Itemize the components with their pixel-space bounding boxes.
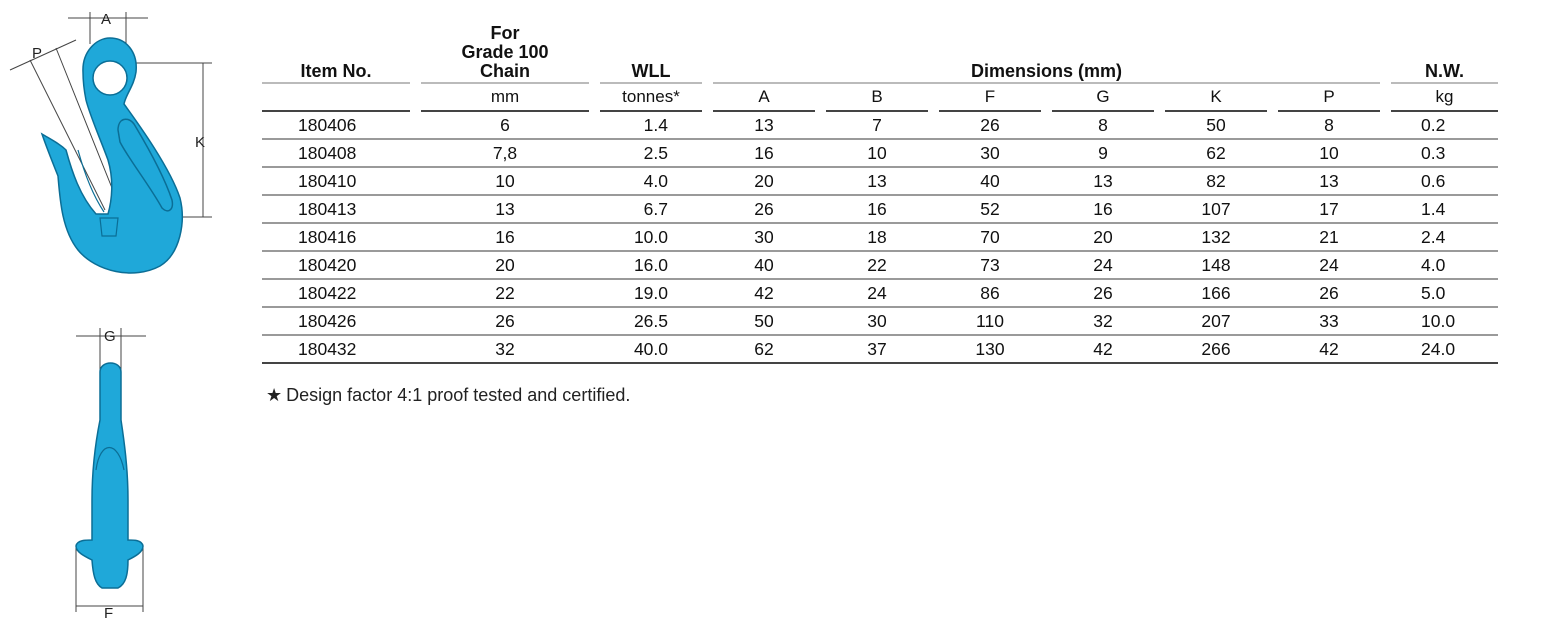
cell-item: 180406	[262, 112, 410, 140]
cell-a: 13	[713, 112, 815, 140]
cell-nw: 1.4	[1391, 196, 1498, 224]
cell-wll: 19.0	[600, 280, 702, 308]
cell-item: 180410	[262, 168, 410, 196]
unit-k: K	[1165, 84, 1267, 112]
cell-item: 180408	[262, 140, 410, 168]
cell-b: 16	[826, 196, 928, 224]
footnote	[266, 385, 630, 406]
dim-label-k: K	[195, 134, 206, 151]
unit-g: G	[1052, 84, 1154, 112]
cell-b: 22	[826, 252, 928, 280]
unit-a: A	[713, 84, 815, 112]
header-row	[262, 8, 1498, 84]
cell-f: 110	[939, 308, 1041, 336]
hook-front-view	[76, 328, 146, 622]
cell-g: 42	[1052, 336, 1154, 364]
cell-item: 180426	[262, 308, 410, 336]
cell-f: 26	[939, 112, 1041, 140]
unit-wll: tonnes*	[600, 84, 702, 112]
cell-p: 26	[1278, 280, 1380, 308]
cell-chain: 26	[421, 308, 589, 336]
cell-k: 166	[1165, 280, 1267, 308]
cell-p: 17	[1278, 196, 1380, 224]
table-row	[262, 112, 1498, 140]
cell-chain: 13	[421, 196, 589, 224]
cell-wll: 10.0	[600, 224, 702, 252]
cell-k: 148	[1165, 252, 1267, 280]
cell-f: 40	[939, 168, 1041, 196]
cell-nw: 0.3	[1391, 140, 1498, 168]
unit-b: B	[826, 84, 928, 112]
unit-chain: mm	[421, 84, 589, 112]
table-row	[262, 280, 1498, 308]
cell-p: 33	[1278, 308, 1380, 336]
cell-k: 50	[1165, 112, 1267, 140]
cell-a: 62	[713, 336, 815, 364]
dim-label-g: G	[104, 328, 116, 345]
cell-item: 180413	[262, 196, 410, 224]
spec-table	[262, 8, 1498, 364]
cell-chain: 7,8	[421, 140, 589, 168]
cell-p: 10	[1278, 140, 1380, 168]
cell-k: 266	[1165, 336, 1267, 364]
cell-f: 30	[939, 140, 1041, 168]
star-icon: ★	[266, 385, 283, 405]
cell-nw: 0.6	[1391, 168, 1498, 196]
cell-g: 16	[1052, 196, 1154, 224]
cell-k: 207	[1165, 308, 1267, 336]
hook-drawings	[0, 0, 230, 628]
cell-nw: 0.2	[1391, 112, 1498, 140]
cell-wll: 26.5	[600, 308, 702, 336]
cell-wll: 2.5	[600, 140, 702, 168]
cell-p: 13	[1278, 168, 1380, 196]
cell-b: 18	[826, 224, 928, 252]
cell-a: 30	[713, 224, 815, 252]
cell-k: 132	[1165, 224, 1267, 252]
header-chain: For Grade 100 Chain	[421, 8, 589, 84]
cell-f: 86	[939, 280, 1041, 308]
cell-b: 24	[826, 280, 928, 308]
cell-g: 9	[1052, 140, 1154, 168]
cell-nw: 2.4	[1391, 224, 1498, 252]
header-wll: WLL	[600, 8, 702, 84]
cell-f: 70	[939, 224, 1041, 252]
cell-wll: 1.4	[600, 112, 702, 140]
cell-b: 10	[826, 140, 928, 168]
unit-nw: kg	[1391, 84, 1498, 112]
cell-g: 20	[1052, 224, 1154, 252]
cell-g: 13	[1052, 168, 1154, 196]
unit-f: F	[939, 84, 1041, 112]
cell-a: 16	[713, 140, 815, 168]
cell-g: 24	[1052, 252, 1154, 280]
table-row	[262, 252, 1498, 280]
cell-wll: 4.0	[600, 168, 702, 196]
header-dimensions: Dimensions (mm)	[713, 8, 1380, 84]
cell-f: 73	[939, 252, 1041, 280]
table-row	[262, 224, 1498, 252]
cell-chain: 16	[421, 224, 589, 252]
cell-k: 82	[1165, 168, 1267, 196]
cell-g: 32	[1052, 308, 1154, 336]
cell-a: 50	[713, 308, 815, 336]
unit-p: P	[1278, 84, 1380, 112]
table-row	[262, 140, 1498, 168]
dim-label-p: P	[32, 45, 43, 62]
cell-k: 107	[1165, 196, 1267, 224]
cell-chain: 22	[421, 280, 589, 308]
footnote-text: Design factor 4:1 proof tested and certified.	[286, 385, 631, 405]
cell-k: 62	[1165, 140, 1267, 168]
header-item-no: Item No.	[262, 8, 410, 84]
cell-wll: 6.7	[600, 196, 702, 224]
units-row	[262, 84, 1498, 112]
hook-side-view	[10, 11, 212, 273]
cell-g: 26	[1052, 280, 1154, 308]
table-row	[262, 196, 1498, 224]
cell-wll: 16.0	[600, 252, 702, 280]
cell-nw: 10.0	[1391, 308, 1498, 336]
cell-chain: 6	[421, 112, 589, 140]
dim-label-a: A	[101, 11, 112, 28]
unit-item-blank	[262, 84, 410, 112]
cell-wll: 40.0	[600, 336, 702, 364]
cell-item: 180416	[262, 224, 410, 252]
header-nw: N.W.	[1391, 8, 1498, 84]
cell-b: 13	[826, 168, 928, 196]
cell-a: 42	[713, 280, 815, 308]
cell-p: 24	[1278, 252, 1380, 280]
hook-front-body	[76, 363, 143, 588]
cell-nw: 4.0	[1391, 252, 1498, 280]
cell-a: 20	[713, 168, 815, 196]
cell-p: 42	[1278, 336, 1380, 364]
dim-label-f: F	[104, 605, 114, 622]
table-row	[262, 308, 1498, 336]
cell-f: 52	[939, 196, 1041, 224]
table-row	[262, 168, 1498, 196]
cell-g: 8	[1052, 112, 1154, 140]
cell-b: 30	[826, 308, 928, 336]
cell-chain: 10	[421, 168, 589, 196]
cell-a: 40	[713, 252, 815, 280]
cell-p: 21	[1278, 224, 1380, 252]
cell-nw: 24.0	[1391, 336, 1498, 364]
table-row	[262, 336, 1498, 364]
cell-item: 180422	[262, 280, 410, 308]
cell-p: 8	[1278, 112, 1380, 140]
cell-chain: 20	[421, 252, 589, 280]
cell-nw: 5.0	[1391, 280, 1498, 308]
cell-chain: 32	[421, 336, 589, 364]
cell-b: 37	[826, 336, 928, 364]
cell-b: 7	[826, 112, 928, 140]
cell-f: 130	[939, 336, 1041, 364]
cell-item: 180420	[262, 252, 410, 280]
cell-a: 26	[713, 196, 815, 224]
cell-item: 180432	[262, 336, 410, 364]
